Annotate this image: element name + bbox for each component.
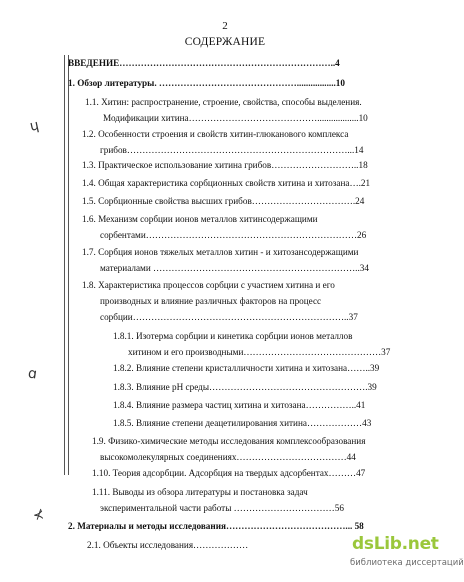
toc-entry-line: 1.8.1. Изотерма сорбции и кинетика сорбции ионов металлов [113,331,353,341]
toc-entry-line: 1.4. Общая характеристика сорбционных свойств хитина и хитозана….21 [82,178,371,188]
toc-entry-line: 1.9. Физико-химические методы исследования комплексообразования [92,436,366,446]
toc-entry-line: сорбции……………………………………………………………..37 [100,312,358,322]
page-number: 2 [222,20,228,32]
toc-entry-line: 1.8. Характеристика процессов сорбции с участием хитина и его [82,280,335,290]
toc-entry-line: 1.10. Теория адсорбции. Адсорбция на твердых адсорбентах………47 [92,468,366,478]
toc-title: СОДЕРЖАНИЕ [184,36,266,48]
watermark [350,534,464,578]
toc-entry-line: 1.8.2. Влияние степени кристалличности хитина и хитозана……..39 [113,363,380,373]
handwritten-mark-2: ɑ [26,365,38,383]
toc-entry-line: 1.7. Сорбция ионов тяжелых металлов хитин - и хитозансодержащими [82,247,359,257]
toc-entry-line: 1.11. Выводы из обзора литературы и постановка задач [92,487,308,497]
toc-entry-line: 1.8.4. Влияние размера частиц хитина и хитозана……………..41 [113,400,366,410]
toc-entry-line: сорбентами……………………………………………………………26 [100,230,367,240]
toc-entry-line: экспериментальной части работы ……………………………56 [100,503,344,513]
toc-entry-line: 1. Обзор литературы. ……………………………………….................10 [68,78,345,88]
toc-entry-line: хитином и его производными………………………………………37 [128,347,391,357]
toc-entry-line: 1.3. Практическое использование хитина грибов………………………..18 [82,160,368,170]
toc-entry-line: грибов………………………………………………………………...14 [100,145,364,155]
toc-entry-line: материалами …………………………………………………………..34 [100,263,369,273]
toc-entry-line: высокомолекулярных соединениях………………………………44 [100,452,356,462]
toc-entry-line: 1.8.5. Влияние степени деацетилирования хитина………………43 [113,418,372,428]
handwritten-mark-3: ⊀ [32,507,45,524]
handwritten-mark-1: ɥ [28,117,41,135]
toc-entry-line: производных и влияние различных факторов на процесс [100,296,322,306]
toc-entry-line: 1.5. Сорбционные свойства высших грибов…………………………….24 [82,196,365,206]
toc-entry-line: 1.1. Хитин: распространение, строение, свойства, способы выделения. [85,97,362,107]
toc-entry-line: Модификации хитина……………………………………..................10 [103,113,368,123]
toc-entry-line: ВВЕДЕНИЕ……………………………………………………………..4 [68,58,340,68]
toc-entry-line: 2.1. Объекты исследования……………… [87,540,249,550]
watermark-subtitle: библиотека диссертаций [350,558,464,568]
toc-entry-line: 2. Материалы и методы исследования…………………………………... 58 [68,521,364,531]
toc-entry-line: 1.6. Механизм сорбции ионов металлов хитинсодержащими [82,214,318,224]
watermark-logo: dsLib.net [352,534,439,554]
toc-entry-line: 1.8.3. Влияние pH среды…………………………………………….39 [113,382,377,392]
toc-entry-line: 1.2. Особенности строения и свойств хитин-глюканового комплекса [82,129,349,139]
